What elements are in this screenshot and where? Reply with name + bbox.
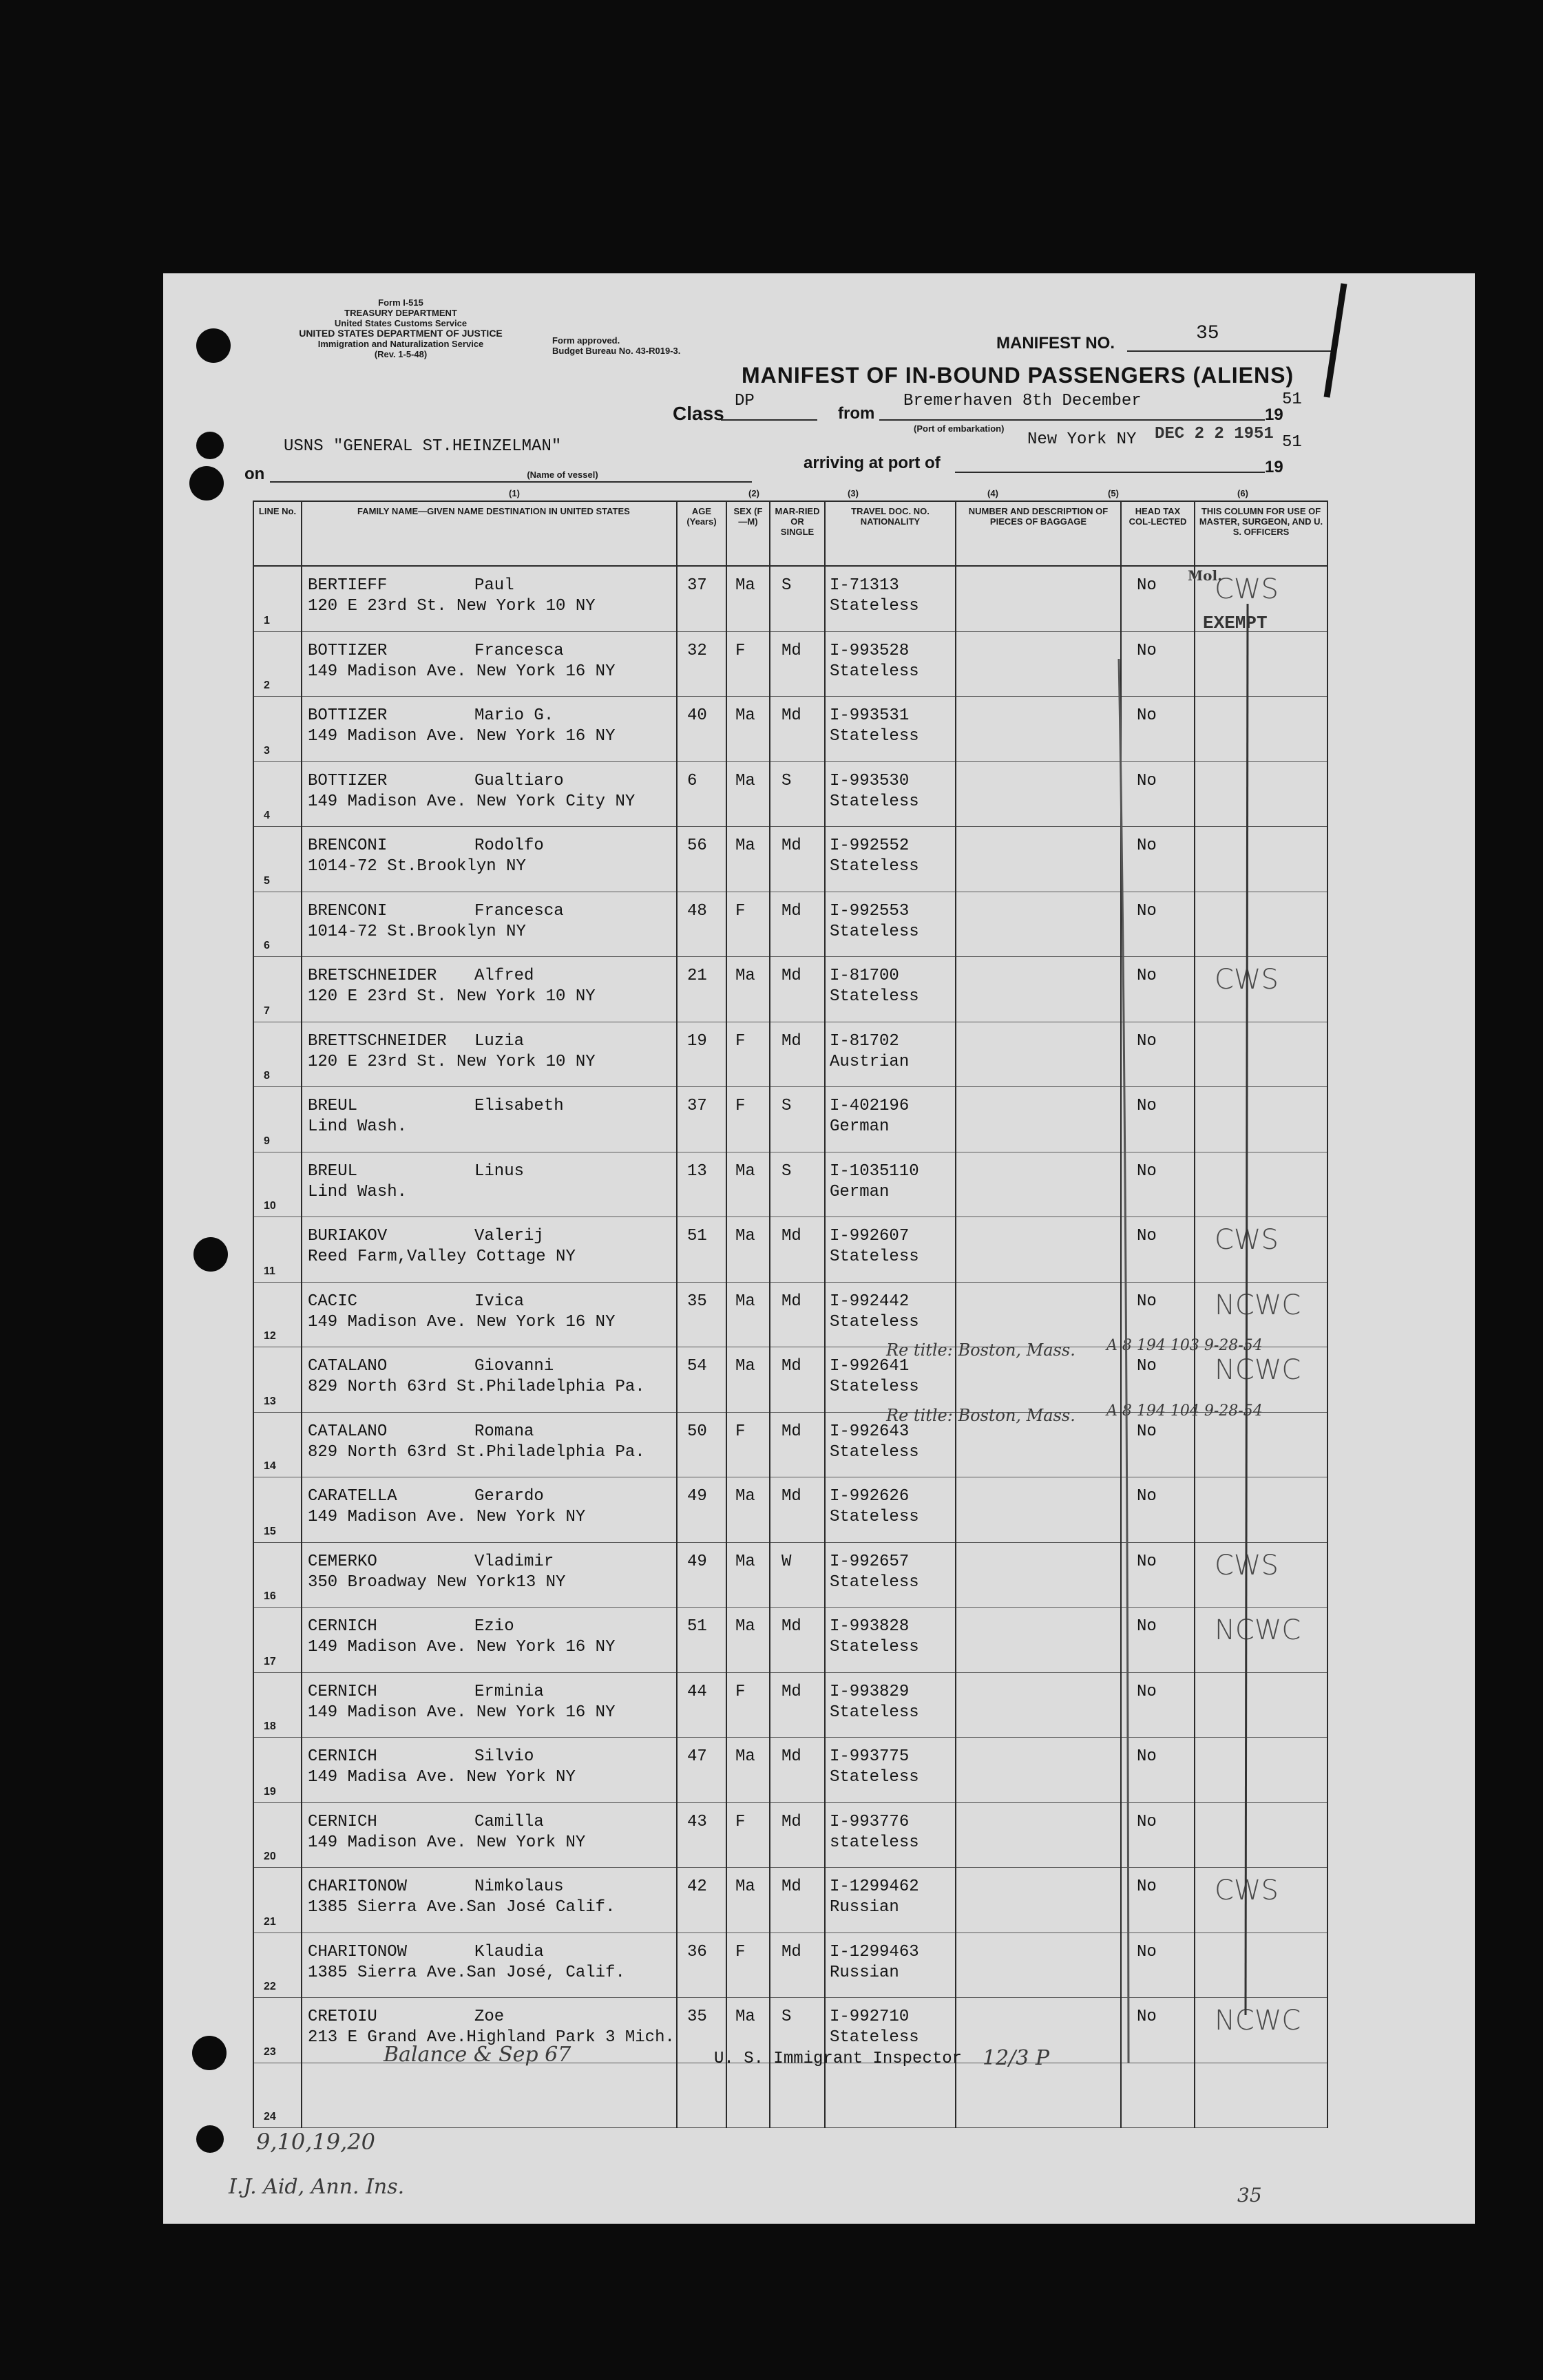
col-number: (5) (1108, 488, 1119, 498)
destination: 1014-72 St.Brooklyn NY (308, 857, 526, 876)
marital-value: Md (781, 901, 801, 920)
family-name: BRETTSCHNEIDER (308, 1031, 447, 1051)
travel-doc-no: I-992553 (830, 901, 910, 920)
col-header-officers: THIS COLUMN FOR USE OF MASTER, SURGEON, AND U. S. OFFICERS (1195, 501, 1327, 566)
nationality: Stateless (830, 1378, 919, 1396)
agency-note: NCWC (1215, 1289, 1301, 1321)
age-value: 32 (687, 641, 707, 660)
marital-value: S (781, 1161, 792, 1181)
nationality: Stateless (830, 2028, 919, 2047)
nationality: Stateless (830, 857, 919, 876)
marital-value: S (781, 771, 792, 790)
on-label: on (244, 465, 265, 483)
age-value: 21 (687, 967, 707, 985)
line-number: 15 (264, 1525, 276, 1537)
travel-doc-no: I-992626 (830, 1487, 910, 1506)
destination: 120 E 23rd St. New York 10 NY (308, 597, 596, 615)
page-number-note: 35 (1237, 2184, 1262, 2207)
head-tax-value: No (1137, 1097, 1157, 1115)
balance-note: Balance & Sep 67 (384, 2043, 571, 2067)
destination: 120 E 23rd St. New York 10 NY (308, 987, 596, 1006)
family-name: CATALANO (308, 1422, 388, 1441)
col-header-sex: SEX (F—M) (726, 501, 770, 566)
age-value: 35 (687, 2008, 707, 2026)
agency-note: CWS (1215, 573, 1279, 605)
family-name: BREUL (308, 1161, 358, 1181)
nationality: Austrian (830, 1052, 910, 1071)
justice-label: UNITED STATES DEPARTMENT OF JUSTICE (299, 328, 503, 339)
head-tax-value: No (1137, 1552, 1157, 1571)
age-value: 51 (687, 1617, 707, 1636)
col-header-line: LINE No. (253, 501, 302, 566)
given-name: Gerardo (474, 1487, 544, 1506)
col-number: (3) (848, 488, 859, 498)
line-number: 8 (264, 1070, 270, 1082)
col-number: (2) (748, 488, 759, 498)
destination: 149 Madison Ave. New York NY (308, 1508, 586, 1526)
given-name: Vladimir (474, 1552, 554, 1571)
family-name: BURIAKOV (308, 1227, 388, 1245)
year-value-2: 51 (1282, 433, 1302, 452)
age-value: 49 (687, 1487, 707, 1506)
family-name: BOTTIZER (308, 771, 388, 790)
agency-note: CWS (1215, 1224, 1279, 1256)
line-number: 1 (264, 614, 270, 626)
head-tax-value: No (1137, 641, 1157, 660)
nationality: Stateless (830, 987, 919, 1006)
given-name: Luzia (474, 1031, 525, 1051)
given-name: Zoe (474, 2008, 505, 2026)
marital-value: Md (781, 1227, 801, 1245)
arrival-date-stamp: DEC 2 2 1951 (1155, 425, 1274, 443)
head-tax-value: No (1137, 1812, 1157, 1831)
class-label: Class (673, 403, 724, 424)
age-value: 48 (687, 901, 707, 920)
col-number: (6) (1237, 488, 1248, 498)
class-value: DP (735, 392, 755, 410)
treasury-label: TREASURY DEPARTMENT (344, 308, 457, 318)
family-name: CHARITONOW (308, 1942, 408, 1961)
sex-value: F (735, 1682, 746, 1701)
marital-value: Md (781, 1357, 801, 1376)
marital-value: Md (781, 641, 801, 660)
sex-value: F (735, 901, 746, 920)
age-value: 19 (687, 1031, 707, 1051)
destination: 149 Madison Ave. New York City NY (308, 792, 636, 811)
head-tax-value: No (1137, 901, 1157, 920)
vessel-name: USNS "GENERAL ST.HEINZELMAN" (284, 437, 562, 456)
line-number: 13 (264, 1395, 276, 1407)
travel-doc-no: I-992643 (830, 1422, 910, 1441)
line-number: 23 (264, 2045, 276, 2058)
nationality: German (830, 1117, 890, 1136)
given-name: Ezio (474, 1617, 514, 1636)
agency-note: NCWC (1215, 2005, 1301, 2036)
age-value: 42 (687, 1877, 707, 1896)
head-tax-value: No (1137, 1161, 1157, 1181)
given-name: Rodolfo (474, 836, 544, 855)
sex-value: Ma (735, 1877, 755, 1896)
age-value: 49 (687, 1552, 707, 1571)
line-number: 14 (264, 1460, 276, 1472)
head-tax-value: No (1137, 1422, 1157, 1441)
age-value: 37 (687, 1097, 707, 1115)
destination: 213 E Grand Ave.Highland Park 3 Mich. (308, 2028, 675, 2047)
family-name: BERTIEFF (308, 576, 388, 595)
sex-value: F (735, 1812, 746, 1831)
destination: 149 Madisa Ave. New York NY (308, 1768, 576, 1787)
marital-value: Md (781, 836, 801, 855)
col-header-head-tax: HEAD TAX COL-LECTED (1121, 501, 1195, 566)
travel-doc-no: I-993530 (830, 771, 910, 790)
year-prefix-1: 19 (1265, 406, 1283, 424)
family-name: CARATELLA (308, 1487, 397, 1506)
col-header-travel-doc: TRAVEL DOC. NO. NATIONALITY (825, 501, 956, 566)
head-tax-value: No (1137, 1877, 1157, 1896)
agency-note: CWS (1215, 1549, 1279, 1581)
exempt-stamp: EXEMPT (1203, 613, 1268, 633)
manifest-title: MANIFEST OF IN-BOUND PASSENGERS (ALIENS) (742, 363, 1294, 388)
head-tax-value: No (1137, 1031, 1157, 1051)
travel-doc-no: I-993829 (830, 1682, 910, 1701)
destination: 1014-72 St.Brooklyn NY (308, 922, 526, 941)
nationality: Stateless (830, 922, 919, 941)
given-name: Linus (474, 1161, 525, 1181)
line-number: 6 (264, 940, 270, 951)
nationality: Stateless (830, 1312, 919, 1331)
inspector-label: U. S. Immigrant Inspector (714, 2050, 963, 2068)
nationality: Stateless (830, 727, 919, 746)
line-number: 9 (264, 1135, 270, 1147)
sex-value: Ma (735, 1292, 755, 1311)
nationality: Stateless (830, 1638, 919, 1656)
bottom-line-note: 9,10,19,20 (256, 2129, 376, 2155)
nationality: Russian (830, 1898, 899, 1917)
travel-doc-no: I-71313 (830, 576, 899, 595)
nationality: German (830, 1182, 890, 1201)
nationality: Stateless (830, 1572, 919, 1592)
arriving-label: arriving at port of (804, 454, 941, 472)
marital-value: Md (781, 1877, 801, 1896)
nationality: Stateless (830, 792, 919, 811)
travel-doc-no: I-992607 (830, 1227, 910, 1245)
family-name: BOTTIZER (308, 706, 388, 725)
nationality: Stateless (830, 1247, 919, 1266)
age-value: 6 (687, 771, 697, 790)
head-tax-value: No (1137, 1942, 1157, 1961)
given-name: Ivica (474, 1292, 525, 1311)
travel-doc-no: I-81700 (830, 967, 899, 985)
line-number: 11 (264, 1265, 275, 1277)
sex-value: Ma (735, 967, 755, 985)
head-tax-value: No (1137, 2008, 1157, 2026)
col-header-age: AGE (Years) (677, 501, 726, 566)
age-value: 43 (687, 1812, 707, 1831)
from-label: from (838, 404, 875, 423)
budget-label: Budget Bureau No. 43-R019-3. (552, 346, 681, 356)
age-value: 40 (687, 706, 707, 725)
destination: Reed Farm,Valley Cottage NY (308, 1247, 576, 1266)
travel-doc-no: I-992657 (830, 1552, 910, 1571)
given-name: Klaudia (474, 1942, 544, 1961)
travel-doc-no: I-1299463 (830, 1942, 919, 1961)
given-name: Francesca (474, 901, 564, 920)
sex-value: F (735, 1031, 746, 1051)
marital-value: Md (781, 1031, 801, 1051)
line-number: 24 (264, 2111, 276, 2123)
destination: 1385 Sierra Ave.San José Calif. (308, 1898, 616, 1917)
customs-label: United States Customs Service (334, 318, 468, 328)
line-number: 22 (264, 1981, 276, 1992)
sex-value: Ma (735, 1617, 755, 1636)
marital-value: Md (781, 1487, 801, 1506)
head-tax-value: No (1137, 967, 1157, 985)
travel-doc-no: I-993775 (830, 1747, 910, 1766)
inspector-code: 12/3 P (983, 2046, 1050, 2070)
given-name: Elisabeth (474, 1097, 564, 1115)
sex-value: F (735, 1422, 746, 1441)
col-number: (1) (509, 488, 520, 498)
family-name: CACIC (308, 1292, 358, 1311)
col-number: (4) (987, 488, 998, 498)
given-name: Valerij (474, 1227, 544, 1245)
mol-note: Mol. (1188, 567, 1223, 584)
family-name: CERNICH (308, 1747, 377, 1766)
given-name: Silvio (474, 1747, 534, 1766)
head-tax-value: No (1137, 1227, 1157, 1245)
sex-value: Ma (735, 1227, 755, 1245)
line-number: 20 (264, 1851, 276, 1862)
form-number: Form I-515 (378, 297, 423, 308)
given-name: Gualtiaro (474, 771, 564, 790)
retitle-note-1: Re title: Boston, Mass. (886, 1340, 1075, 1360)
travel-doc-no: I-81702 (830, 1031, 899, 1051)
travel-doc-no: I-1299462 (830, 1877, 919, 1896)
travel-doc-no: I-992442 (830, 1292, 910, 1311)
travel-doc-no: I-992552 (830, 836, 910, 855)
destination: 350 Broadway New York13 NY (308, 1572, 566, 1592)
destination: 149 Madison Ave. New York NY (308, 1833, 586, 1852)
head-tax-value: No (1137, 1292, 1157, 1311)
family-name: CERNICH (308, 1617, 377, 1636)
head-tax-value: No (1137, 1617, 1157, 1636)
marital-value: Md (781, 1747, 801, 1766)
line-number: 12 (264, 1330, 276, 1342)
sex-value: Ma (735, 1552, 755, 1571)
family-name: BOTTIZER (308, 641, 388, 660)
agency-note: CWS (1215, 964, 1279, 996)
manifest-no-value: 35 (1196, 323, 1219, 344)
marital-value: S (781, 2008, 792, 2026)
destination: 829 North 63rd St.Philadelphia Pa. (308, 1442, 645, 1462)
marital-value: Md (781, 1812, 801, 1831)
destination: 829 North 63rd St.Philadelphia Pa. (308, 1378, 645, 1396)
family-name: BRENCONI (308, 901, 388, 920)
given-name: Nimkolaus (474, 1877, 564, 1896)
line-number: 7 (264, 1004, 270, 1017)
head-tax-value: No (1137, 771, 1157, 790)
head-tax-value: No (1137, 706, 1157, 725)
from-value: Bremerhaven 8th December (903, 392, 1142, 410)
age-value: 36 (687, 1942, 707, 1961)
marital-value: Md (781, 1942, 801, 1961)
vessel-note: (Name of vessel) (527, 470, 598, 480)
given-name: Francesca (474, 641, 564, 660)
destination: Lind Wash. (308, 1117, 408, 1136)
arriving-value: New York NY (1027, 430, 1137, 449)
sex-value: F (735, 641, 746, 660)
travel-doc-no: I-992641 (830, 1357, 910, 1376)
pencil-strokes (163, 273, 1475, 2224)
sex-value: F (735, 1097, 746, 1115)
family-name: CHARITONOW (308, 1877, 408, 1896)
destination: 149 Madison Ave. New York 16 NY (308, 662, 616, 681)
manifest-no-label: MANIFEST NO. (996, 334, 1115, 352)
marital-value: Md (781, 1422, 801, 1441)
nationality: Stateless (830, 1768, 919, 1787)
manifest-page (163, 273, 1475, 2224)
nationality: Russian (830, 1963, 899, 1982)
travel-doc-no: I-402196 (830, 1097, 910, 1115)
sex-value: Ma (735, 706, 755, 725)
sex-value: F (735, 1942, 746, 1961)
destination: 149 Madison Ave. New York 16 NY (308, 1703, 616, 1722)
family-name: BREUL (308, 1097, 358, 1115)
line-number: 21 (264, 1915, 276, 1928)
age-value: 13 (687, 1161, 707, 1181)
ins-label: Immigration and Naturalization Service (317, 339, 484, 349)
sex-value: Ma (735, 1747, 755, 1766)
port-embarkation-note: (Port of embarkation) (914, 423, 1005, 434)
age-value: 35 (687, 1292, 707, 1311)
family-name: CERNICH (308, 1682, 377, 1701)
nationality: Stateless (830, 662, 919, 681)
marital-value: Md (781, 706, 801, 725)
sex-value: Ma (735, 1357, 755, 1376)
sex-value: Ma (735, 771, 755, 790)
given-name: Camilla (474, 1812, 544, 1831)
marital-value: Md (781, 1617, 801, 1636)
given-name: Alfred (474, 967, 534, 985)
family-name: CATALANO (308, 1357, 388, 1376)
head-tax-value: No (1137, 1682, 1157, 1701)
bottom-initials-note: I.J. Aid, Ann. Ins. (229, 2175, 405, 2199)
travel-doc-no: I-993776 (830, 1812, 910, 1831)
marital-value: Md (781, 967, 801, 985)
head-tax-value: No (1137, 1487, 1157, 1506)
given-name: Mario G. (474, 706, 554, 725)
line-number: 2 (264, 680, 270, 691)
nationality: stateless (830, 1833, 919, 1852)
revision-label: (Rev. 1-5-48) (374, 349, 428, 359)
family-name: CERNICH (308, 1812, 377, 1831)
travel-doc-no: I-1035110 (830, 1161, 919, 1181)
nationality: Stateless (830, 1508, 919, 1526)
line-number: 16 (264, 1590, 276, 1602)
destination: 149 Madison Ave. New York 16 NY (308, 1312, 616, 1331)
marital-value: S (781, 576, 792, 595)
destination: Lind Wash. (308, 1182, 408, 1201)
line-number: 19 (264, 1785, 276, 1798)
line-number: 10 (264, 1200, 276, 1212)
sex-value: Ma (735, 2008, 755, 2026)
age-value: 56 (687, 836, 707, 855)
line-number: 17 (264, 1655, 276, 1667)
year-prefix-2: 19 (1265, 458, 1283, 476)
retitle-note-2: Re title: Boston, Mass. (886, 1406, 1075, 1425)
year-value-1: 51 (1282, 390, 1302, 409)
marital-value: W (781, 1552, 792, 1571)
line-number: 3 (264, 744, 270, 757)
head-tax-value: No (1137, 1747, 1157, 1766)
age-value: 54 (687, 1357, 707, 1376)
age-value: 37 (687, 576, 707, 595)
marital-value: Md (781, 1292, 801, 1311)
marital-value: Md (781, 1682, 801, 1701)
family-name: BRETSCHNEIDER (308, 967, 437, 985)
agency-note: NCWC (1215, 1354, 1301, 1386)
approved-label: Form approved. (552, 335, 620, 346)
sex-value: Ma (735, 1487, 755, 1506)
destination: 149 Madison Ave. New York 16 NY (308, 1638, 616, 1656)
sex-value: Ma (735, 836, 755, 855)
age-value: 50 (687, 1422, 707, 1441)
head-tax-value: No (1137, 836, 1157, 855)
agency-note: CWS (1215, 1875, 1279, 1906)
col-header-baggage: NUMBER AND DESCRIPTION OF PIECES OF BAGGAGE (956, 501, 1121, 566)
line-number: 5 (264, 874, 270, 887)
destination: 149 Madison Ave. New York 16 NY (308, 727, 616, 746)
given-name: Romana (474, 1422, 534, 1441)
given-name: Paul (474, 576, 514, 595)
line-number: 18 (264, 1720, 276, 1732)
family-name: CRETOIU (308, 2008, 377, 2026)
family-name: CEMERKO (308, 1552, 377, 1571)
age-value: 44 (687, 1682, 707, 1701)
naturalization-code-2: A 8 194 104 9-28-54 (1106, 1402, 1263, 1420)
sex-value: Ma (735, 1161, 755, 1181)
age-value: 47 (687, 1747, 707, 1766)
nationality: Stateless (830, 1442, 919, 1462)
given-name: Giovanni (474, 1357, 554, 1376)
age-value: 51 (687, 1227, 707, 1245)
given-name: Erminia (474, 1682, 544, 1701)
travel-doc-no: I-992710 (830, 2008, 910, 2026)
travel-doc-no: I-993828 (830, 1617, 910, 1636)
head-tax-value: No (1137, 576, 1157, 595)
destination: 120 E 23rd St. New York 10 NY (308, 1052, 596, 1071)
col-header-name: FAMILY NAME—GIVEN NAME DESTINATION IN UNITED STATES (302, 501, 677, 566)
col-header-married: MAR-RIED OR SINGLE (770, 501, 825, 566)
naturalization-code-1: A 8 194 103 9-28-54 (1106, 1337, 1263, 1354)
nationality: Stateless (830, 1703, 919, 1722)
travel-doc-no: I-993528 (830, 641, 910, 660)
sex-value: Ma (735, 576, 755, 595)
agency-note: NCWC (1215, 1614, 1301, 1646)
travel-doc-no: I-993531 (830, 706, 910, 725)
marital-value: S (781, 1097, 792, 1115)
family-name: BRENCONI (308, 836, 388, 855)
destination: 1385 Sierra Ave.San José, Calif. (308, 1963, 625, 1982)
line-number: 4 (264, 810, 270, 821)
nationality: Stateless (830, 597, 919, 615)
head-tax-value: No (1137, 1357, 1157, 1376)
